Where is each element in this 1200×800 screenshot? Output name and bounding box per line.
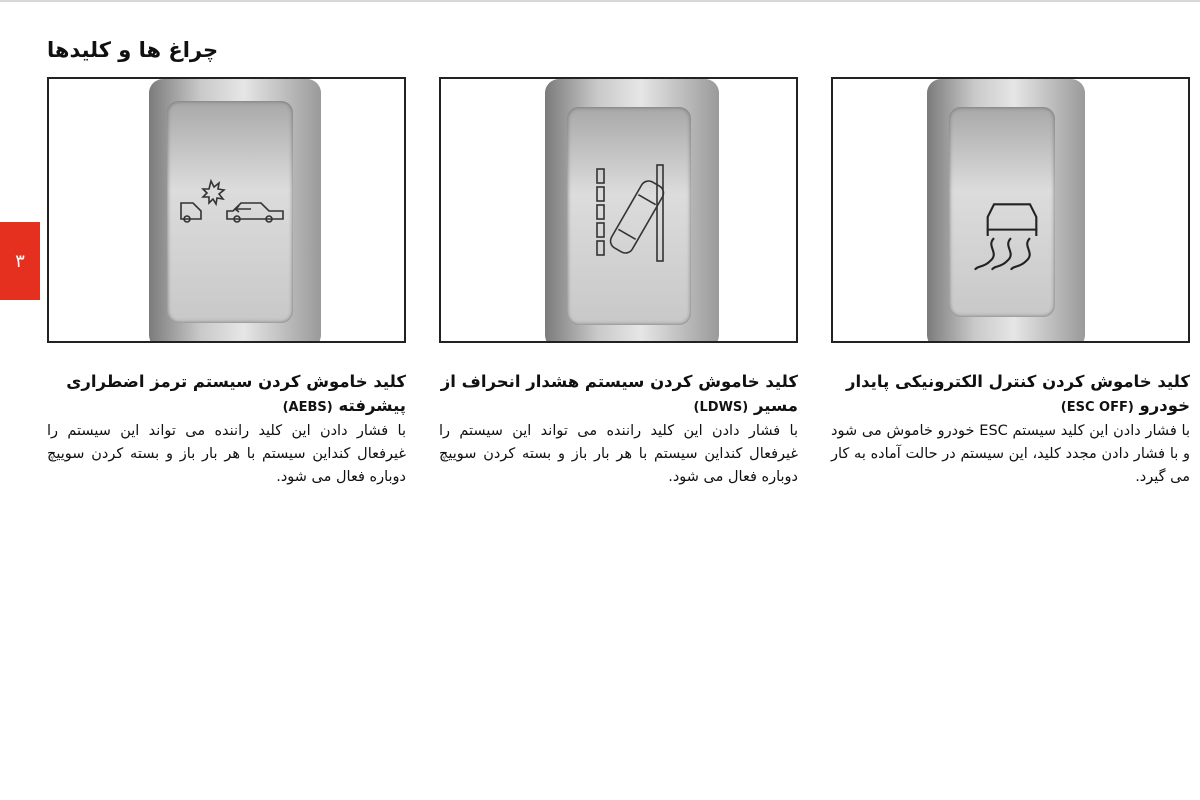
switch-image xyxy=(439,77,798,343)
card-esc-off xyxy=(831,77,1190,489)
card-body: با فشار دادن این کلید راننده می تواند این سیستم را غیرفعال کنداین سیستم با هر بار باز و بسته کردن سوییچ دوباره فعال می شود. xyxy=(439,423,798,485)
chapter-tab: ۳ xyxy=(0,222,40,300)
switch-image xyxy=(47,77,406,343)
collision-warning-icon xyxy=(167,101,293,323)
lane-departure-icon xyxy=(567,107,693,329)
card-aebs xyxy=(47,77,406,489)
switch-image xyxy=(831,77,1190,343)
top-divider xyxy=(0,0,1200,2)
card-heading: کلید خاموش کردن کنترل الکترونیکی پایدار خودرو (ESC OFF) xyxy=(846,372,1190,415)
card-body: با فشار دادن این کلید سیستم ESC خودرو خاموش می شود و با فشار دادن مجدد کلید، این سیستم در حالت آماده به کار می گیرد. xyxy=(831,423,1190,485)
skid-car-icon xyxy=(949,107,1075,329)
card-heading: کلید خاموش کردن سیستم هشدار انحراف از مسیر (LDWS) xyxy=(440,372,798,415)
page-title: چراغ ها و کلیدها xyxy=(47,38,219,62)
card-ldws xyxy=(439,77,798,489)
card-heading: کلید خاموش کردن سیستم ترمز اضطراری پیشرفته (AEBS) xyxy=(66,372,406,415)
card-body: با فشار دادن این کلید راننده می تواند این سیستم را غیرفعال کنداین سیستم با هر بار باز و بسته کردن سوییچ دوباره فعال می شود. xyxy=(47,423,406,485)
